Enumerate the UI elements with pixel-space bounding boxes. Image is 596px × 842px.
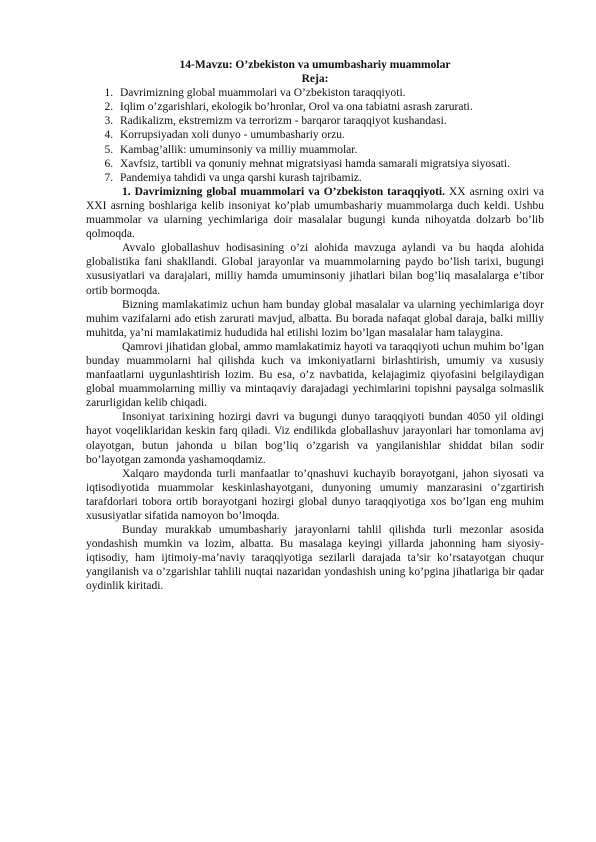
body-paragraph: Xalqaro maydonda turli manfaatlar to’qnashuvi kuchayib borayotgani, jahon siyosati va iqtisodiyotida muammolar keskinlashayotgani, dunyoning umumiy manzarasini o’zgartirish tarafdorlari tobora ortib borayotgani hozirgi global dunyo taraqqiyotiga xos bo’lgan eng muhim xususiyatlar sifatida namoyon bo’lmoqda. [86,467,544,522]
plan-item: 7. Pandemiya tahdidi va unga qarshi kurash tajribamiz. [116,171,544,185]
body-paragraph: Qamrovi jihatidan global, ammo mamlakatimiz hayoti va taraqqiyoti uchun muhim bo’lgan bunday muammolarni hal qilishda kuch va imkoniyatlarni birlashtirish, umumiy va xususiy manfaatlarni uygunlashtirish lozim. Bu esa, o’z navbatida, kelajagimiz qiyofasini belgilaydigan global muammolarning milliy va mintaqaviy darajadagi yechimlarini topishni paysalga solmaslik zarurligidan kelib chiqadi. [86,340,544,410]
plan-item: 4. Korrupsiyadan xoli dunyo - umumbashariy orzu. [116,128,544,142]
plan-list [86,86,544,185]
body-paragraph: Insoniyat tarixining hozirgi davri va bugungi dunyo taraqqiyoti bundan 4050 yil oldingi hayot voqeliklaridan keskin farq qiladi. Viz endilikda globallashuv jarayonlari har tomonlama avj olayotgan, butun jahonda u bilan bog’liq o’zgarish va yangilanishlar shiddat bilan sodir bo’layotgan zamonda yashamoqdamiz. [86,411,544,466]
body-paragraph: Bunday murakkab umumbashariy jarayonlarni tahlil qilishda turli mezonlar asosida yondashish mumkin va lozim, albatta. Bu masalaga keyingi yillarda jahonning ham siyosiy-iqtisodiy, ham ijtimoiy-ma’naviy taraqqiyotiga sezilarli darajada ta’sir ko’rsatayotgan chuqur yangilanish va o’zgarishlar tahlili nuqtai nazaridan yondashish uning ko’pgina jihatlariga bir qadar oydinlik kiritadi. [86,524,544,593]
plan-item: 2. Iqlim o’zgarishlari, ekologik bo’hronlar, Orol va ona tabiatni asrash zarurati. [116,100,544,114]
body-paragraph: Avvalo globallashuv hodisasining o’zi alohida mavzuga aylandi va bu haqda alohida globalistika fani shakllandi. Global jarayonlar va muammolarning paydo bo’lish tarixi, bugungi xususiyatlari va darajalari, milliy hamda umuminsoniy jihatlari bilan bog’liq masalalarga e’tibor ortib bormoqda. [86,242,544,297]
plan-item: 6. Xavfsiz, tartibli va qonuniy mehnat migratsiyasi hamda samarali migratsiya siyosati. [116,157,544,171]
paragraph-text: XX asrning oxiri va XXI asrning boshlariga kelib insoniyat ko’plab umumbashariy muammolarga duch keldi. Ushbu muammolar va ularning yechimlariga doir masalalar bugungi kunda nihoyatda dolzarb bo’lib qolmoqda. [86,185,545,241]
plan-item: 5. Kambag’allik: umuminsoniy va milliy muammolar. [116,143,544,157]
plan-item: 1. Davrimizning global muammolari va O’zbekiston taraqqiyoti. [116,86,544,100]
document-title: 14-Mavzu: O’zbekiston va umumbashariy muammolar [179,59,451,71]
plan-item: 3. Radikalizm, ekstremizm va terrorizm - barqaror taraqqiyot kushandasi. [116,114,544,128]
section-heading: 1. Davrimizning global muammolari va O’zbekiston taraqqiyoti. [122,185,445,198]
body-paragraph: Bizning mamlakatimiz uchun ham bunday global masalalar va ularning yechimlariga doyr muhim vazifalarni ado etish zarurati mavjud, albatta. Bu borada nafaqat global daraja, balki milliy muhitda, ya’ni mamlakatimiz hududida hal etilishi lozim bo’lgan masalalar ham talaygina. [86,298,544,339]
plan-heading: Reja: [301,73,329,86]
body-paragraph [86,185,544,241]
